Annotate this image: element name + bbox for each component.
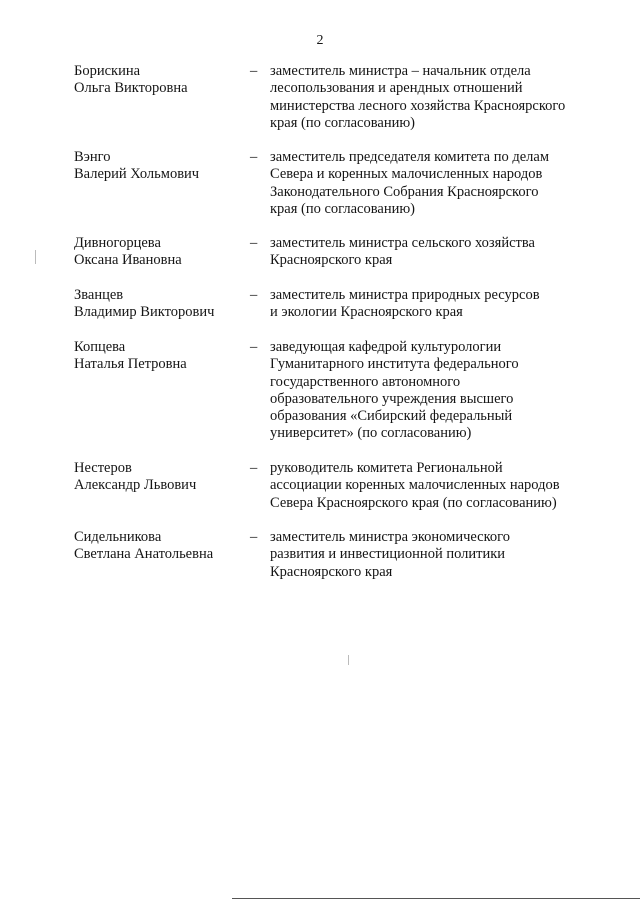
position-line: университет» (по согласованию) [270,425,472,442]
position-line: министерства лесного хозяйства Красноярского [270,97,566,114]
position-line: заместитель министра природных ресурсов [270,287,540,303]
scan-speck [35,250,36,264]
position-line: образования «Сибирский федеральный [270,408,513,425]
dash-separator: – [250,235,258,251]
member-name [74,529,244,564]
position-line: Севера и коренных малочисленных народов [270,166,543,183]
position-line: образовательного учреждения высшего [270,390,514,407]
dash-separator: – [250,339,258,355]
position-line: заведующая кафедрой культурологии [270,339,502,355]
member-given-names: Александр Львович [74,477,197,494]
position-line: Красноярского края [270,563,393,580]
member-given-names: Наталья Петровна [74,356,187,373]
position-line: лесопользования и арендных отношений [270,80,523,97]
member-surname: Званцев [74,287,124,303]
position-line: заместитель председателя комитета по делам [270,149,550,165]
member-position [270,529,630,581]
member-position [270,339,630,443]
dash-separator: – [250,149,258,165]
member-name [74,63,244,98]
position-line: заместитель министра сельского хозяйства [270,235,535,251]
member-given-names: Оксана Ивановна [74,252,182,269]
member-name [74,149,244,184]
dash-separator: – [250,529,258,545]
member-name [74,287,244,322]
member-surname: Копцева [74,339,126,355]
dash-separator: – [250,63,258,79]
position-line: края (по согласованию) [270,200,416,217]
member-surname: Нестеров [74,460,132,476]
member-position [270,149,630,218]
member-position [270,63,630,132]
position-line: ассоциации коренных малочисленных народов [270,477,560,494]
member-surname: Дивногорцева [74,235,161,251]
page-number: 2 [316,33,324,48]
position-line: и экологии Красноярского края [270,304,463,321]
position-line: края (по согласованию) [270,114,416,131]
member-given-names: Ольга Викторовна [74,80,188,97]
position-line: руководитель комитета Региональной [270,460,503,476]
dash-separator: – [250,460,258,476]
scan-speck [348,655,349,665]
member-surname: Сидельникова [74,529,162,545]
position-line: Гуманитарного института федерального [270,356,519,373]
position-line: Севера Красноярского края (по согласованию) [270,494,557,511]
position-line: заместитель министра экономического [270,529,511,545]
member-name [74,235,244,270]
position-line: развития и инвестиционной политики [270,546,506,563]
member-given-names: Валерий Хольмович [74,166,200,183]
position-line: Законодательного Собрания Красноярского [270,183,539,200]
member-position [270,235,630,270]
member-position [270,460,630,512]
member-position [270,287,630,322]
position-line: государственного автономного [270,373,461,390]
position-line: Красноярского края [270,252,393,269]
member-given-names: Владимир Викторович [74,304,215,321]
dash-separator: – [250,287,258,303]
position-line: заместитель министра – начальник отдела [270,63,531,79]
member-name [74,339,244,374]
member-given-names: Светлана Анатольевна [74,546,214,563]
footer-rule [232,898,640,899]
member-surname: Борискина [74,63,141,79]
member-surname: Вэнго [74,149,111,165]
member-name [74,460,244,495]
